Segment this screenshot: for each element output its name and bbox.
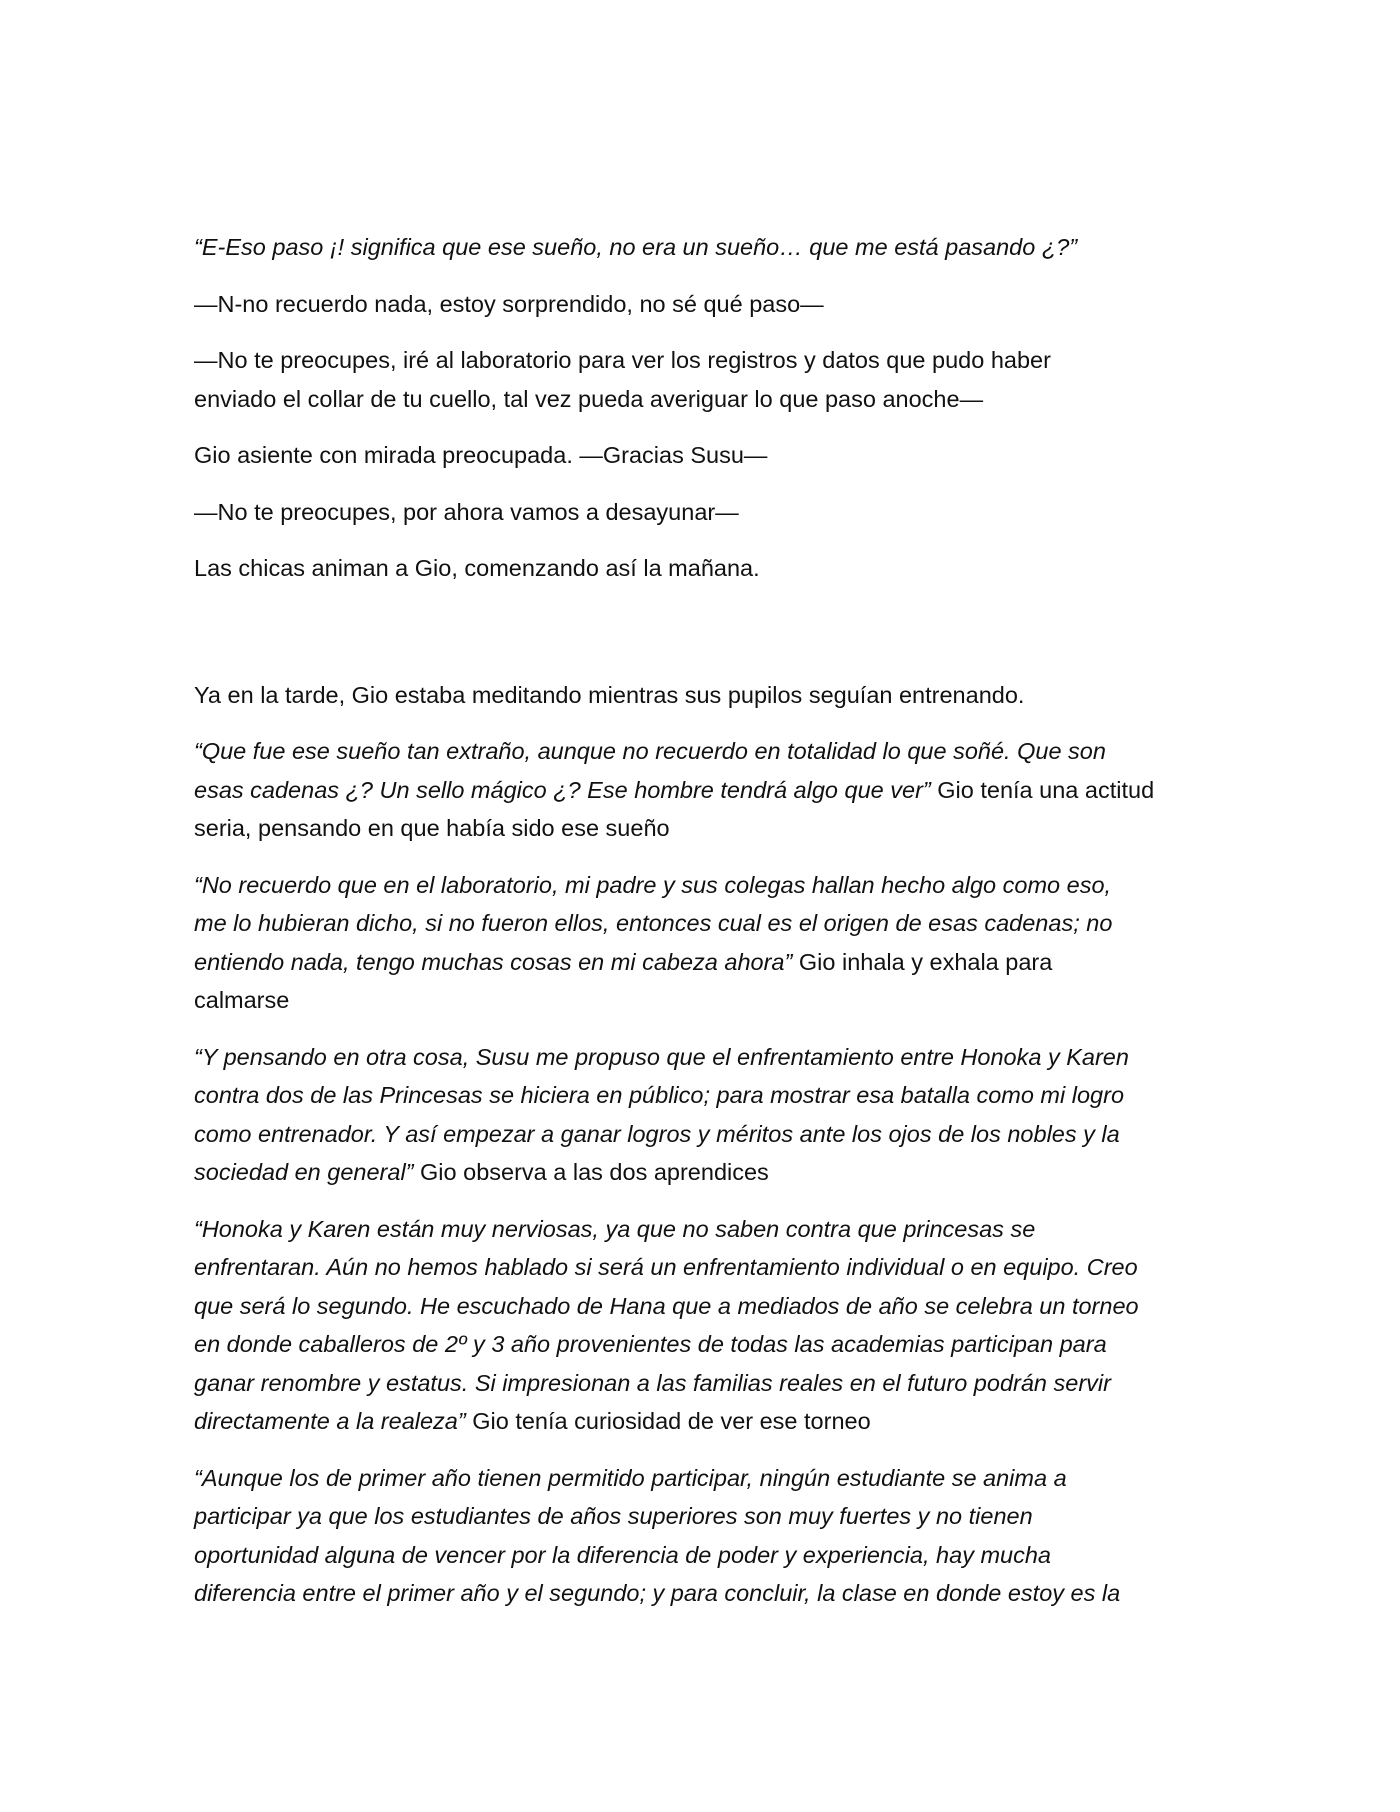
paragraph (194, 1210, 1224, 1441)
text-line (194, 771, 1224, 810)
paragraph (194, 493, 1224, 532)
text-segment: Las chicas animan a Gio, comenzando así la mañana. (194, 555, 760, 581)
section-break (194, 606, 1224, 676)
italic-text-segment: esas cadenas ¿? Un sello mágico ¿? Ese hombre tendrá algo que ver” (194, 776, 931, 803)
italic-text-segment: enfrentaran. Aún no hemos hablado si será un enfrentamiento individual o en equipo. Creo (194, 1254, 1138, 1280)
text-line (194, 866, 1224, 905)
paragraph (194, 866, 1224, 1020)
text-line (194, 436, 1224, 475)
text-segment: Gio tenía una actitud (930, 776, 1155, 803)
paragraph (194, 732, 1224, 848)
text-line (194, 1459, 1224, 1498)
text-line (194, 1038, 1224, 1077)
paragraph (194, 1459, 1224, 1613)
text-line (194, 1076, 1224, 1115)
text-line (194, 380, 1224, 419)
italic-text-segment: “Aunque los de primer año tienen permitido participar, ningún estudiante se anima a (194, 1464, 1067, 1491)
text-line (194, 1536, 1224, 1575)
text-segment: Gio inhala y exhala para (792, 948, 1053, 975)
paragraph (194, 1038, 1224, 1192)
text-line (194, 981, 1224, 1020)
italic-text-segment: ganar renombre y estatus. Si impresionan a las familias reales en el futuro podrán servir (194, 1369, 1111, 1396)
italic-text-segment: sociedad en general” (194, 1159, 414, 1185)
italic-text-segment: “Que fue ese sueño tan extraño, aunque no recuerdo en totalidad lo que soñé. Que son (194, 738, 1106, 764)
document-body (194, 228, 1224, 1631)
text-line (194, 1574, 1224, 1613)
italic-text-segment: “No recuerdo que en el laboratorio, mi padre y sus colegas hallan hecho algo como eso, (194, 871, 1112, 898)
text-line (194, 1364, 1224, 1403)
italic-text-segment: como entrenador. Y así empezar a ganar logros y méritos ante los ojos de los nobles y la (194, 1120, 1120, 1147)
text-segment: —No te preocupes, iré al laboratorio para ver los registros y datos que pudo haber (194, 347, 1051, 373)
italic-text-segment: diferencia entre el primer año y el segundo; y para concluir, la clase en donde estoy es la (194, 1580, 1121, 1606)
paragraph (194, 676, 1224, 715)
text-line (194, 285, 1224, 324)
text-line (194, 1287, 1224, 1326)
text-line (194, 1210, 1224, 1249)
text-segment: Gio tenía curiosidad de ver ese torneo (465, 1408, 871, 1434)
text-line (194, 1497, 1224, 1536)
italic-text-segment: “Y pensando en otra cosa, Susu me propuso que el enfrentamiento entre Honoka y Karen (194, 1043, 1129, 1070)
text-line (194, 549, 1224, 588)
text-segment: —N-no recuerdo nada, estoy sorprendido, no sé qué paso— (194, 290, 824, 317)
italic-text-segment: contra dos de las Princesas se hiciera en público; para mostrar esa batalla como mi logro (194, 1082, 1125, 1108)
text-line (194, 1115, 1224, 1154)
text-line (194, 1153, 1224, 1192)
text-segment: calmarse (194, 987, 290, 1013)
italic-text-segment: que será lo segundo. He escuchado de Hana que a mediados de año se celebra un torneo (194, 1292, 1139, 1319)
italic-text-segment: directamente a la realeza” (194, 1408, 466, 1434)
text-line (194, 1325, 1224, 1364)
text-line (194, 943, 1224, 982)
text-line (194, 676, 1224, 715)
italic-text-segment: oportunidad alguna de vencer por la diferencia de poder y experiencia, hay mucha (194, 1541, 1052, 1568)
text-line (194, 493, 1224, 532)
text-line (194, 228, 1224, 267)
text-segment: Gio asiente con mirada preocupada. —Gracias Susu— (194, 442, 768, 468)
text-line (194, 341, 1224, 380)
italic-text-segment: participar ya que los estudiantes de años superiores son muy fuertes y no tienen (194, 1503, 1033, 1529)
paragraph (194, 285, 1224, 324)
paragraph (194, 341, 1224, 418)
text-segment: enviado el collar de tu cuello, tal vez pueda averiguar lo que paso anoche— (194, 385, 984, 412)
paragraph (194, 228, 1224, 267)
text-segment: —No te preocupes, por ahora vamos a desayunar— (194, 498, 739, 525)
italic-text-segment: entiendo nada, tengo muchas cosas en mi cabeza ahora” (194, 948, 793, 975)
italic-text-segment: me lo hubieran dicho, si no fueron ellos, entonces cual es el origen de esas cadenas; no (194, 910, 1113, 936)
text-segment: seria, pensando en que había sido ese sueño (194, 815, 670, 841)
text-line (194, 1402, 1224, 1441)
paragraph (194, 436, 1224, 475)
text-line (194, 732, 1224, 771)
text-segment: Gio observa a las dos aprendices (413, 1159, 769, 1185)
paragraph (194, 549, 1224, 588)
text-segment: Ya en la tarde, Gio estaba meditando mientras sus pupilos seguían entrenando. (194, 681, 1025, 708)
text-line (194, 1248, 1224, 1287)
italic-text-segment: “E-Eso paso ¡! significa que ese sueño, no era un sueño… que me está pasando ¿?” (194, 234, 1078, 260)
italic-text-segment: “Honoka y Karen están muy nerviosas, ya que no saben contra que princesas se (194, 1215, 1036, 1242)
text-line (194, 904, 1224, 943)
italic-text-segment: en donde caballeros de 2º y 3 año provenientes de todas las academias participan para (194, 1331, 1107, 1357)
text-line (194, 809, 1224, 848)
